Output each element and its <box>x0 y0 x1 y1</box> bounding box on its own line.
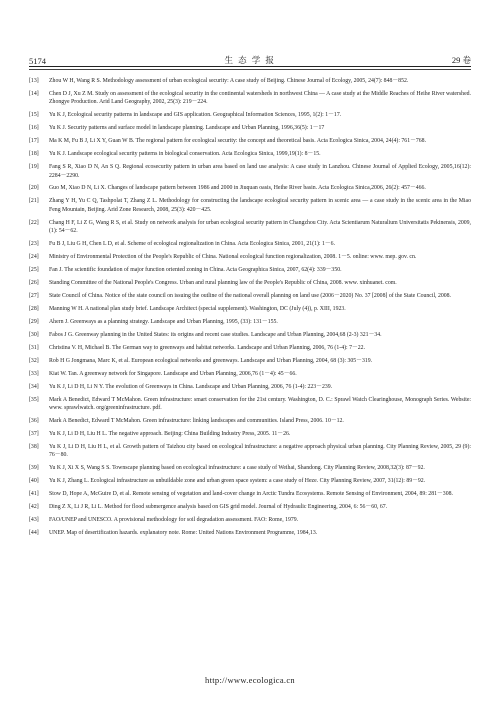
reference-entry <box>29 163 471 180</box>
reference-entry <box>29 77 471 85</box>
header-rule-thin <box>29 69 471 70</box>
reference-entry <box>29 219 471 236</box>
reference-text: Kiat W. Tan. A greenway network for Singapore. Landscape and Urban Planning, 2006,76 (1－4): 45－66. <box>49 370 297 377</box>
reference-text: Rob H G Jongmana, Marc K, et al. European ecological networks and greenways. Landscape and Urban Planning, 2004, 68 (3): 305－319. <box>49 357 373 364</box>
reference-number: [41] <box>29 491 39 498</box>
reference-text: Yu K J, Li D H, Liu H L. The negative approach. Beijing: China Building Industry Press, 2005. 11－26. <box>49 430 291 437</box>
reference-text: Fang S R, Xiao D N, An S Q. Regional ecosecurity pattern in urban area based on land use analysis: A case study in Lanzhou. Chinese Journal of Applied Ecology, 2005,16(12): 2284－2290. <box>49 164 471 179</box>
reference-entry <box>29 529 471 537</box>
reference-entry <box>29 318 471 326</box>
reference-number: [16] <box>29 125 39 132</box>
reference-number: [21] <box>29 198 39 205</box>
reference-number: [33] <box>29 370 39 377</box>
reference-entry <box>29 490 471 498</box>
reference-entry <box>29 240 471 248</box>
reference-number: [44] <box>29 529 39 536</box>
reference-text: Zhang Y H, Yu C Q, Tashpolat T, Zhang Z L. Methodology for constructing the landscape ecological security pattern in scenic area — a case study in the scenic area in the Miao Feng Mountain, Beijing. Arid Zone Research, 2008, 25(3): 420－425. <box>49 198 471 213</box>
reference-number: [31] <box>29 344 39 351</box>
journal-title: 生 态 学 报 <box>224 55 276 65</box>
reference-text: Yu K J, Xi X S, Wang S S. Townscape planning based on ecological infrastructure: a case study of Weihai, Shandong. City Planning Review, 2008,32(3): 87－92. <box>49 465 425 472</box>
reference-entry <box>29 150 471 158</box>
reference-text: Ahern J. Greenways as a planning strategy. Landscape and Urban Planning, 1995, (33): 131－155. <box>49 318 278 325</box>
reference-number: [43] <box>29 517 39 524</box>
reference-number: [23] <box>29 241 39 248</box>
reference-entry <box>29 124 471 132</box>
reference-entry <box>29 197 471 214</box>
reference-text: Chen D J, Xu Z M. Study on assessment of the ecological security in the continental watersheds in northwest China — A case study at the Middle Reaches of Heihe River watershed. Zhongye Production. Arid Land Geography, 2002, 25(3): 219－224. <box>49 90 471 106</box>
reference-text: Guo M, Xiao D N, Li X. Changes of landscape pattern between 1986 and 2000 in Jiuquan oasis, Heihe River basin. Acta Ecologica Sinica,2006, 26(2): 457－466. <box>49 185 426 192</box>
reference-entry <box>29 357 471 365</box>
reference-entry <box>29 477 471 485</box>
reference-text: Yu K J, Zhang L. Ecological infrastructure as unbuildable zone and urban green space system: a case study of Heze. City Planning Review, 2007, 31(12): 89－92. <box>49 478 426 485</box>
reference-entry <box>29 430 471 438</box>
reference-text: Fabos J G. Greenway planning in the United States: its origins and recent case studies. Landscape and Urban Planning, 2004,68 (2-3) 321－34. <box>49 331 382 338</box>
reference-entry <box>29 516 471 524</box>
reference-text: Manning W H. A national plan study brief. Landscape Architect (special supplement). Washington, DC (July (4)), p. XIII, 1923. <box>49 305 346 312</box>
reference-text: Yu K J, Ecological security patterns in landscape and GIS application. Geographical Information Sciences, 1995, 1(2): 1－17. <box>49 112 342 119</box>
reference-text: Chang H F, Li Z G, Wang R S, et al. Study on network analysis for urban ecological security pattern in Changzhou City. Acta Scientiarum Naturalium Universitatis Pekinensis, 2009, (1): 54－62. <box>49 219 471 235</box>
reference-text: Fan J. The scientific foundation of major function oriented zoning in China. Acta Geographica Sinica, 2007, 62(4): 339－350. <box>49 267 342 274</box>
reference-number: [26] <box>29 280 39 287</box>
reference-number: [37] <box>29 430 39 437</box>
reference-entry <box>29 344 471 352</box>
reference-number: [40] <box>29 478 39 485</box>
reference-number: [38] <box>29 443 39 450</box>
reference-number: [32] <box>29 357 39 364</box>
reference-text: State Council of China. Notice of the state council on issuing the outline of the national overall planning on land use (2006－2020) No. 37 [2008] of the State Council, 2008. <box>49 292 452 299</box>
reference-entry <box>29 279 471 287</box>
reference-text: Ma K M, Fu B J, Li X Y, Guan W B. The regional pattern for ecological security: the concept and theoretical basis. Acta Ecologica Sinica, 2004, 24(4): 761－768. <box>49 138 427 145</box>
reference-number: [39] <box>29 465 39 472</box>
reference-entry <box>29 292 471 300</box>
reference-entry <box>29 370 471 378</box>
reference-entry <box>29 464 471 472</box>
reference-text: Mark A Benedict, Edward T McMahon. Green infrastructure: linking landscapes and communities. Island Press, 2006. 10－12. <box>49 417 344 424</box>
reference-entry <box>29 266 471 274</box>
reference-text: FAO/UNEP and UNESCO. A provisional methodology for soil degradation assessment. FAO: Rome, 1979. <box>49 517 299 524</box>
reference-entry <box>29 137 471 145</box>
reference-entry <box>29 396 471 413</box>
reference-number: [42] <box>29 504 39 511</box>
reference-text: Yu K J. Security patterns and surface model in landscape planning. Landscape and Urban Planning, 1996,36(5): 1－17 <box>49 125 325 132</box>
reference-entry <box>29 305 471 313</box>
reference-number: [36] <box>29 417 39 424</box>
reference-number: [29] <box>29 318 39 325</box>
reference-text: Yu K J. Landscape ecological security patterns in biological conservation. Acta Ecologica Sinica, 1999,19(1): 8－15. <box>49 151 321 158</box>
reference-number: [17] <box>29 138 39 145</box>
reference-list <box>29 77 471 542</box>
reference-number: [30] <box>29 331 39 338</box>
reference-entry <box>29 417 471 425</box>
reference-text: Yu K J, Li D H, Li N Y. The evolution of Greenways in China. Landscape and Urban Planning, 2006, 76 (1-4): 223－239. <box>49 383 333 390</box>
footer-url: http://www.ecologica.cn <box>205 675 295 685</box>
reference-text: Fu B J, Liu G H, Chen L D, et al. Scheme of ecological regionalization in China. Acta Ecologica Sinica, 2001, 21(1): 1－6. <box>49 241 336 248</box>
reference-number: [18] <box>29 151 39 158</box>
reference-number: [25] <box>29 267 39 274</box>
reference-number: [14] <box>29 90 39 97</box>
reference-text: Mark A Benedict, Edward T McMahon. Green infrastructure: smart conservation for the 21st century. Washington, D. C.: Sprawl Watch Clearinghouse, Monograph Series. Website: www. sprawlwatch. org/greeninfrastructure. pdf. <box>49 396 471 411</box>
running-header <box>29 52 471 66</box>
reference-text: Standing Committee of the National People's Congress. Urban and rural planning law of the People's Republic of China, 2008. www. xinhuanet. com. <box>49 280 397 287</box>
page-number: 5174 <box>29 56 46 66</box>
reference-number: [27] <box>29 292 39 299</box>
reference-text: Ministry of Environmental Protection of the People's Republic of China. National ecological function regionalization, 2008. 1－5. online: www. mep. gov. cn. <box>49 254 417 261</box>
reference-number: [34] <box>29 383 39 390</box>
reference-number: [13] <box>29 78 39 84</box>
reference-number: [19] <box>29 164 39 171</box>
reference-text: Yu K J, Li D H, Liu H L, et al. Growth pattern of Taizhou city based on ecological infrastructure: a negative approach physical urban planning. City Planning Review, 2005, 29 (9): 76－80. <box>49 443 471 459</box>
reference-number: [35] <box>29 396 39 403</box>
reference-entry <box>29 383 471 391</box>
reference-entry <box>29 443 471 460</box>
reference-text: Zhou W H, Wang R S. Methodology assessment of urban ecological security: A case study of Beijing. Chinese Journal of Ecology, 2005, 24(7): 848－852. <box>49 78 409 84</box>
reference-text: UNEP. Map of desertification hazards. explanatory note. Rome: United Nations Environment Programme, 1984,13. <box>49 529 318 536</box>
reference-entry <box>29 331 471 339</box>
reference-text: Ding Z X, Li J R, Li L. Method for flood submergence analysis based on GIS grid model. Journal of Hydraulic Engineering, 2004, 6: 56－60, 67. <box>49 504 388 511</box>
reference-text: Christina V. H, Michael B. The German way to greenways and habitat networks. Landscape and Urban Planning, 2006, 76 (1-4): 7－22. <box>49 344 366 351</box>
reference-number: [24] <box>29 254 39 261</box>
reference-number: [28] <box>29 305 39 312</box>
reference-text: Stow D, Hope A, McGuire D, et al. Remote sensing of vegetation and land-cover change in Arctic Tundra Ecosystems. Remote Sensing of Environment, 2004, 89: 281－308. <box>49 491 453 498</box>
header-rule-thick <box>29 66 471 67</box>
reference-entry <box>29 503 471 511</box>
reference-entry <box>29 111 471 119</box>
reference-number: [20] <box>29 185 39 192</box>
reference-entry <box>29 90 471 107</box>
reference-number: [22] <box>29 219 39 226</box>
reference-entry <box>29 184 471 192</box>
reference-entry <box>29 253 471 261</box>
reference-number: [15] <box>29 112 39 119</box>
volume-label: 29 卷 <box>451 55 471 65</box>
